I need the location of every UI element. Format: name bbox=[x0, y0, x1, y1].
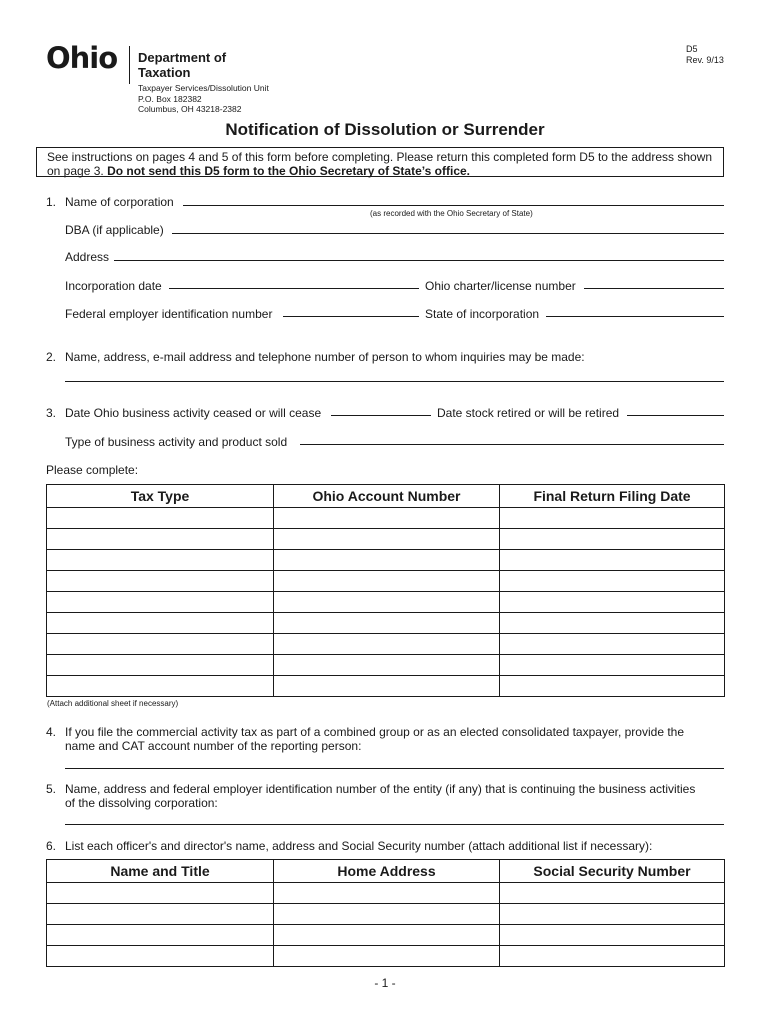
table-row bbox=[47, 676, 725, 697]
table-row bbox=[47, 925, 725, 946]
business-activity-field[interactable] bbox=[300, 444, 724, 445]
corporation-name-note: (as recorded with the Ohio Secretary of State) bbox=[370, 209, 533, 218]
table-cell[interactable] bbox=[47, 592, 274, 613]
table-cell[interactable] bbox=[274, 571, 500, 592]
officers-table bbox=[46, 859, 725, 967]
table-cell[interactable] bbox=[47, 883, 274, 904]
form-title: Notification of Dissolution or Surrender bbox=[225, 120, 545, 139]
table-row bbox=[47, 529, 725, 550]
ohio-logo: Ohio bbox=[46, 41, 118, 75]
incorporation-date-label: Incorporation date bbox=[65, 279, 162, 293]
table-cell[interactable] bbox=[500, 904, 725, 925]
table-row bbox=[47, 508, 725, 529]
table-cell[interactable] bbox=[500, 550, 725, 571]
table-cell[interactable] bbox=[500, 571, 725, 592]
table-cell[interactable] bbox=[274, 592, 500, 613]
inquiries-contact-label: Name, address, e-mail address and telephone number of person to whom inquiries may be made: bbox=[65, 350, 585, 364]
instructions-notice: See instructions on pages 4 and 5 of this form before completing. Please return this completed form D5 to the address shown on page 3. Do not send this D5 form to the Ohio Secretary of State’s office. bbox=[36, 147, 724, 177]
ssn-header: Social Security Number bbox=[500, 860, 725, 883]
table-cell[interactable] bbox=[274, 925, 500, 946]
home-address-header: Home Address bbox=[274, 860, 500, 883]
section-4-number: 4. bbox=[46, 725, 57, 739]
state-of-incorporation-field[interactable] bbox=[546, 316, 724, 317]
table-cell[interactable] bbox=[500, 676, 725, 697]
section-6-number: 6. bbox=[46, 839, 57, 853]
table-cell[interactable] bbox=[274, 634, 500, 655]
table-row bbox=[47, 613, 725, 634]
fein-label: Federal employer identification number bbox=[65, 307, 273, 321]
table-cell[interactable] bbox=[47, 676, 274, 697]
dba-label: DBA (if applicable) bbox=[65, 223, 164, 237]
table-cell[interactable] bbox=[47, 634, 274, 655]
fein-field[interactable] bbox=[283, 316, 419, 317]
table-cell[interactable] bbox=[274, 676, 500, 697]
table-cell[interactable] bbox=[274, 946, 500, 967]
table-cell[interactable] bbox=[47, 655, 274, 676]
table-cell[interactable] bbox=[47, 925, 274, 946]
section-3-number: 3. bbox=[46, 406, 57, 420]
charter-number-label: Ohio charter/license number bbox=[425, 279, 576, 293]
stock-retired-field[interactable] bbox=[627, 415, 724, 416]
table-cell[interactable] bbox=[47, 529, 274, 550]
table-cell[interactable] bbox=[500, 613, 725, 634]
table-cell[interactable] bbox=[47, 946, 274, 967]
activity-ceased-field[interactable] bbox=[331, 415, 431, 416]
table-cell[interactable] bbox=[274, 613, 500, 634]
section-5-number: 5. bbox=[46, 782, 57, 796]
final-return-date-header: Final Return Filing Date bbox=[500, 485, 725, 508]
table-cell[interactable] bbox=[500, 655, 725, 676]
state-of-incorporation-label: State of incorporation bbox=[425, 307, 540, 321]
table-cell[interactable] bbox=[274, 883, 500, 904]
table-cell[interactable] bbox=[47, 550, 274, 571]
mailing-address: Taxpayer Services/Dissolution Unit P.O. Box 182382 Columbus, OH 43218-2382 bbox=[138, 83, 269, 114]
stock-retired-label: Date stock retired or will be retired bbox=[437, 406, 620, 420]
table-cell[interactable] bbox=[274, 550, 500, 571]
table-cell[interactable] bbox=[500, 592, 725, 613]
table-cell[interactable] bbox=[500, 883, 725, 904]
table-row bbox=[47, 655, 725, 676]
charter-number-field[interactable] bbox=[584, 288, 724, 289]
inquiries-contact-field[interactable] bbox=[65, 381, 724, 382]
cat-reporting-person-field[interactable] bbox=[65, 768, 724, 769]
form-id: D5 Rev. 9/13 bbox=[686, 44, 724, 65]
table-cell[interactable] bbox=[274, 904, 500, 925]
table-cell[interactable] bbox=[500, 508, 725, 529]
table-row bbox=[47, 946, 725, 967]
table-header-row bbox=[47, 860, 725, 883]
table-row bbox=[47, 904, 725, 925]
department-name: Department of Taxation bbox=[138, 50, 227, 80]
table-cell[interactable] bbox=[274, 655, 500, 676]
table-cell[interactable] bbox=[274, 508, 500, 529]
please-complete-label: Please complete: bbox=[46, 463, 139, 477]
table-cell[interactable] bbox=[47, 508, 274, 529]
dba-field[interactable] bbox=[172, 233, 724, 234]
officers-directors-label: List each officer's and director's name, address and Social Security number (attach additional list if necessary): bbox=[65, 839, 653, 853]
table-header-row bbox=[47, 485, 725, 508]
activity-ceased-label: Date Ohio business activity ceased or will cease bbox=[65, 406, 322, 420]
table-cell[interactable] bbox=[500, 946, 725, 967]
table-row bbox=[47, 571, 725, 592]
table-cell[interactable] bbox=[47, 613, 274, 634]
address-field[interactable] bbox=[114, 260, 724, 261]
table-cell[interactable] bbox=[500, 529, 725, 550]
table-row bbox=[47, 592, 725, 613]
tax-type-header: Tax Type bbox=[47, 485, 274, 508]
account-number-header: Ohio Account Number bbox=[274, 485, 500, 508]
logo-divider bbox=[129, 46, 130, 84]
tax-accounts-table bbox=[46, 484, 725, 697]
table-cell[interactable] bbox=[274, 529, 500, 550]
section-2-number: 2. bbox=[46, 350, 57, 364]
continuing-entity-label: Name, address and federal employer identification number of the entity (if any) that is continuing the business activities of the dissolving corporation: bbox=[65, 782, 696, 810]
name-title-header: Name and Title bbox=[47, 860, 274, 883]
section-1-number: 1. bbox=[46, 195, 57, 209]
corporation-name-field[interactable] bbox=[183, 205, 724, 206]
attach-sheet-note: (Attach additional sheet if necessary) bbox=[47, 699, 179, 708]
address-label: Address bbox=[65, 250, 110, 264]
page-number: - 1 - bbox=[374, 976, 396, 990]
continuing-entity-field[interactable] bbox=[65, 824, 724, 825]
table-cell[interactable] bbox=[500, 925, 725, 946]
table-row bbox=[47, 883, 725, 904]
table-row bbox=[47, 550, 725, 571]
table-cell[interactable] bbox=[47, 904, 274, 925]
table-row bbox=[47, 634, 725, 655]
corporation-name-label: Name of corporation bbox=[65, 195, 174, 209]
cat-group-label: If you file the commercial activity tax as part of a combined group or as an elected consolidated taxpayer, provide the name and CAT account number of the reporting person: bbox=[65, 725, 685, 753]
table-cell[interactable] bbox=[500, 634, 725, 655]
table-cell[interactable] bbox=[47, 571, 274, 592]
incorporation-date-field[interactable] bbox=[169, 288, 419, 289]
business-activity-label: Type of business activity and product sold bbox=[65, 435, 288, 449]
